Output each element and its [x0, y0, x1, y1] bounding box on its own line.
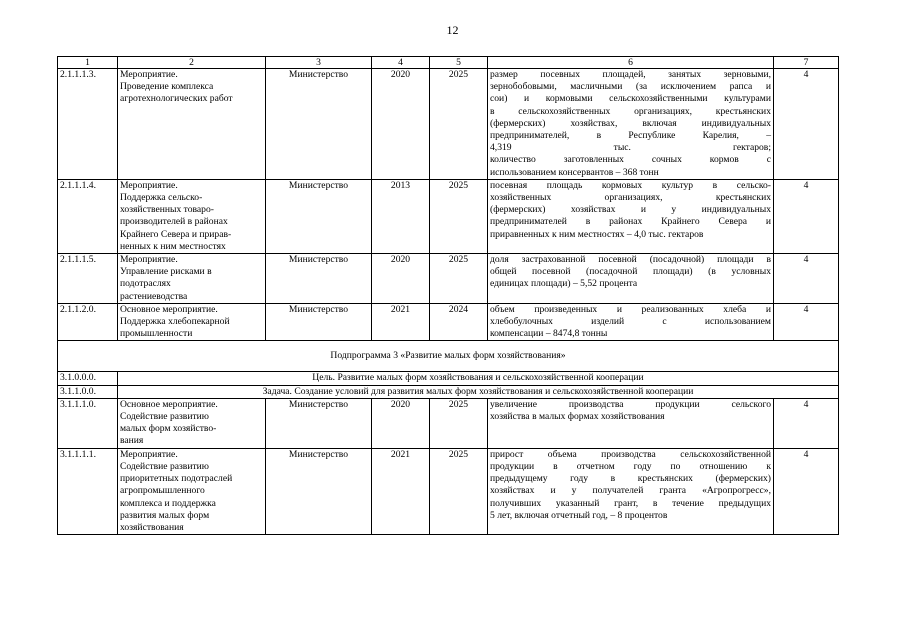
indicator-line: хлебобулочных изделий с использованием [490, 316, 771, 328]
indicator-line: 5 лет, включая отчетный год, – 8 процентов [490, 509, 668, 521]
executor: Министерство [266, 398, 372, 448]
indicator-line: объем произведенных и реализованных хлеба и [490, 303, 771, 315]
indicator-line: (фермерских) хозяйствах и у индивидуальных [490, 204, 771, 216]
table-row [58, 303, 839, 341]
column-header: 7 [774, 57, 839, 69]
column-header: 6 [488, 57, 774, 69]
measure-name-line: Основное мероприятие. [120, 398, 218, 410]
end-year: 2025 [430, 179, 488, 253]
measure-name-line: промышленности [120, 328, 193, 340]
table-row [58, 448, 839, 534]
row-code: 3.1.1.1.1. [58, 448, 118, 534]
indicator-line: предпринимателей, в Республике Карелия, – [490, 130, 771, 142]
executor: Министерство [266, 69, 372, 180]
indicator-line: получивших указанный грант, в течение предыдущих [490, 497, 771, 509]
goal-row-code: 3.1.0.0.0. [58, 372, 118, 385]
measure-name-line: подотраслях [120, 278, 171, 290]
indicator-line: приравненных к ним местностях – 4,0 тыс. гектаров [490, 228, 704, 240]
executor: Министерство [266, 179, 372, 253]
measure-name [118, 398, 266, 448]
start-year: 2021 [372, 303, 430, 341]
measure-name [118, 69, 266, 180]
indicator-line: хозяйственных организациях, крестьянских [490, 192, 771, 204]
indicator-line: увеличение производства продукции сельского [490, 398, 771, 410]
row-code: 2.1.1.1.5. [58, 254, 118, 304]
indicator-line: предыдущему году в крестьянских (фермерских) [490, 473, 771, 485]
measure-name-line: растениеводства [120, 290, 188, 302]
indicator-line: предпринимателей в районах Крайнего Севера и [490, 216, 771, 228]
goal-row [58, 372, 839, 385]
measure-name [118, 448, 266, 534]
column-7-value: 4 [774, 303, 839, 341]
column-7-value: 4 [774, 179, 839, 253]
header-row [58, 57, 839, 69]
row-code: 2.1.1.1.4. [58, 179, 118, 253]
measure-name-line: развития малых форм [120, 509, 210, 521]
column-7-value: 4 [774, 254, 839, 304]
column-header: 2 [118, 57, 266, 69]
measure-name-line: Основное мероприятие. [120, 303, 218, 315]
end-year: 2025 [430, 69, 488, 180]
indicator [488, 179, 774, 253]
indicator-line: посевная площадь кормовых культур в сельско- [490, 179, 771, 191]
indicator-line: общей посевной (посадочной площади) (в условных [490, 266, 771, 278]
indicator-line: зернобобовыми, масличными (за исключением рапса и [490, 81, 771, 93]
indicator-line: компенсации – 8474,8 тонны [490, 328, 608, 340]
row-code: 2.1.1.2.0. [58, 303, 118, 341]
measure-name [118, 179, 266, 253]
measure-name-line: малых форм хозяйство- [120, 423, 217, 435]
start-year: 2013 [372, 179, 430, 253]
measure-name-line: приоритетных подотраслей [120, 473, 233, 485]
page-number: 12 [446, 23, 459, 37]
indicator-line: продукции в отчетном году по отношению к [490, 460, 771, 472]
indicator-line: в сельскохозяйственных организациях, крестьянских [490, 105, 771, 117]
column-header: 1 [58, 57, 118, 69]
indicator-line: размер посевных площадей, занятых зерновыми, [490, 69, 771, 80]
start-year: 2020 [372, 254, 430, 304]
measures-table [57, 56, 839, 535]
measure-name-line: хозяйствования [120, 521, 184, 533]
end-year: 2025 [430, 254, 488, 304]
indicator [488, 303, 774, 341]
measure-name-line: агропромышленного [120, 485, 205, 497]
measure-name-line: агротехнологических работ [120, 93, 233, 105]
column-header: 3 [266, 57, 372, 69]
measure-name-line: Содействие развитию [120, 411, 209, 423]
measure-name-line: комплекса и поддержка [120, 497, 216, 509]
start-year: 2020 [372, 69, 430, 180]
measure-name [118, 254, 266, 304]
indicator-line: единицах площади) – 5,52 процента [490, 278, 638, 290]
end-year: 2025 [430, 448, 488, 534]
measure-name-line: хозяйственных товаро- [120, 204, 214, 216]
indicator-line: 4,319 тыс. гектаров; [490, 142, 771, 154]
table-row [58, 69, 839, 180]
measure-name [118, 303, 266, 341]
executor: Министерство [266, 448, 372, 534]
table-row [58, 254, 839, 304]
measure-name-line: производителей в районах [120, 216, 228, 228]
indicator [488, 254, 774, 304]
measure-name-line: Мероприятие. [120, 69, 178, 80]
row-code: 3.1.1.1.0. [58, 398, 118, 448]
indicator-line: (фермерских) хозяйствах, включая индивидуальных [490, 117, 771, 129]
goal-row-text: Цель. Развитие малых форм хозяйствования и сельскохозяйственной кооперации [118, 372, 839, 385]
measure-name-line: Мероприятие. [120, 448, 178, 460]
table-row [58, 179, 839, 253]
indicator-line: использованием консервантов – 368 тонн [490, 166, 659, 178]
indicator-line: сои) и кормовыми сельскохозяйственными культурами [490, 93, 771, 105]
measure-name-line: Мероприятие. [120, 254, 178, 266]
indicator-line: прирост объема производства сельскохозяйственной [490, 448, 771, 460]
indicator-line: хозяйства в малых формах хозяйствования [490, 411, 665, 423]
indicator-line: хозяйствах и у получателей гранта «Агропрогресс», [490, 485, 771, 497]
start-year: 2021 [372, 448, 430, 534]
measure-name-line: Управление рисками в [120, 266, 212, 278]
measure-name-line: Поддержка хлебопекарной [120, 316, 230, 328]
subprogram-title: Подпрограмма 3 «Развитие малых форм хозяйствования» [58, 341, 839, 372]
measure-name-line: вания [120, 435, 144, 447]
start-year: 2020 [372, 398, 430, 448]
task-row-code: 3.1.1.0.0. [58, 385, 118, 398]
measure-name-line: Содействие развитию [120, 460, 209, 472]
measure-name-line: Поддержка сельско- [120, 192, 203, 204]
column-7-value: 4 [774, 448, 839, 534]
task-row [58, 385, 839, 398]
measure-name-line: Мероприятие. [120, 179, 178, 191]
indicator [488, 69, 774, 180]
executor: Министерство [266, 303, 372, 341]
column-header: 5 [430, 57, 488, 69]
column-header: 4 [372, 57, 430, 69]
measure-name-line: ненных к ним местностях [120, 240, 226, 252]
indicator [488, 448, 774, 534]
column-7-value: 4 [774, 398, 839, 448]
measure-name-line: Крайнего Севера и прирав- [120, 228, 232, 240]
task-row-text: Задача. Создание условий для развития малых форм хозяйствования и сельскохозяйственной кооперации [118, 385, 839, 398]
subprogram-row [58, 341, 839, 372]
column-7-value: 4 [774, 69, 839, 180]
end-year: 2024 [430, 303, 488, 341]
row-code: 2.1.1.1.3. [58, 69, 118, 180]
indicator-line: доля застрахованной посевной (посадочной) площади в [490, 254, 771, 266]
measure-name-line: Проведение комплекса [120, 81, 214, 93]
table-row [58, 398, 839, 448]
indicator-line: количество заготовленных сочных кормов с [490, 154, 771, 166]
executor: Министерство [266, 254, 372, 304]
end-year: 2025 [430, 398, 488, 448]
indicator [488, 398, 774, 448]
